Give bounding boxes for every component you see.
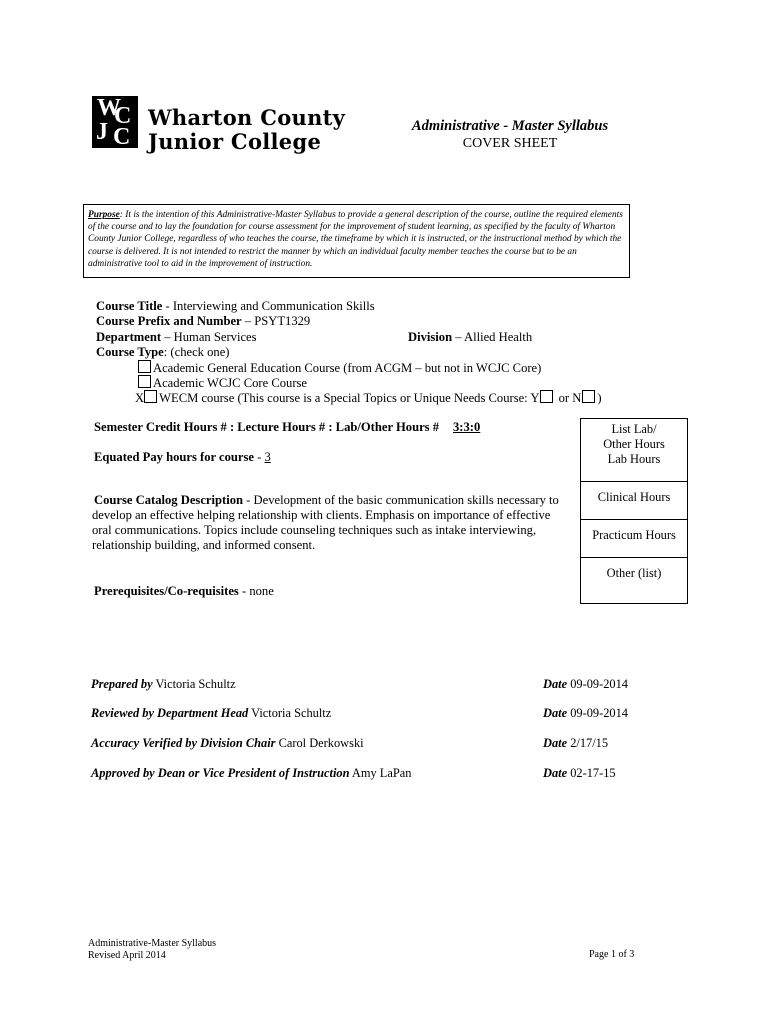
catalog-label: Course Catalog Description [94,493,244,507]
equated-pay-value: 3 [264,450,271,464]
logo-letter-j: J [96,119,108,145]
catalog-description [94,493,574,553]
course-prefix-row [96,314,310,329]
college-name-line2: Junior College [148,129,322,154]
signature-label: Accuracy Verified by Division Chair [91,736,276,750]
footer-line2: Revised April 2014 [88,949,166,961]
credit-hours-label: Semester Credit Hours # : Lecture Hours # : Lab/Other Hours # [94,420,440,434]
option-academic-core [138,375,307,391]
signature-reviewed [91,706,331,721]
signature-name: Victoria Schultz [152,677,236,691]
wecm-checked-mark: X [135,391,145,405]
course-prefix-label: Course Prefix and Number [96,314,242,328]
date-value: 02-17-15 [567,766,616,780]
purpose-text: : It is the intention of this Administrative-Master Syllabus to provide a general description of the course, outline the required elements of the course and to lay the foundation for course assessment for the improvement of student learning, as specified by the faculty of Wharton County Junior College, regardless of who teaches the course, the timeframe by which it is instructed, or the instructional method by which the course is delivered. It is not intended to restrict the manner by which an individual faculty member teaches the course but to be an administrative tool to aid in the improvement of instruction. [88,210,623,269]
prerequisites-row [94,584,274,599]
department-label: Department [96,330,162,344]
date-label: Date [543,677,568,691]
hours-box-practicum: Practicum Hours [592,528,676,542]
document-title [350,118,670,153]
title-main: Administrative - Master Syllabus [411,118,609,134]
checkbox-special-no[interactable] [582,390,595,403]
option-academic-general [138,360,541,376]
hours-box-clinical: Clinical Hours [597,490,671,504]
footer-left [88,938,216,961]
footer-line1: Administrative-Master Syllabus [88,938,217,949]
course-prefix-value: – PSYT1329 [241,314,311,328]
equated-pay-label: Equated Pay hours for course [94,450,254,464]
lab-hours-box [580,418,688,604]
division-row [408,330,532,345]
course-type-value: : (check one) [163,345,230,359]
date-label: Date [543,706,568,720]
hours-box-heading-line1: List Lab/ [611,422,657,436]
signature-name: Carol Derkowski [275,736,364,750]
checkbox-special-yes[interactable] [540,390,553,403]
course-title-value: - Interviewing and Communication Skills [162,299,375,313]
date-label: Date [543,736,568,750]
checkbox-academic-core[interactable] [138,375,151,388]
signature-label: Prepared by [91,677,153,691]
prerequisites-label: Prerequisites/Co-requisites [94,584,239,598]
equated-pay-row [94,450,271,465]
credit-hours-value: 3:3:0 [453,420,481,434]
catalog-line: oral communications. Topics include counseling techniques such as intake interviewing, [92,523,537,537]
catalog-line: - Development of the basic communication skills necessary to [243,493,559,507]
course-title-label: Course Title [96,299,163,313]
signature-label: Approved by Dean or Vice President of Instruction [91,766,350,780]
prerequisites-value: - none [238,584,274,598]
special-close-paren: ) [597,391,602,405]
hours-box-divider [581,481,687,482]
signature-prepared [91,677,236,692]
page-number: Page 1 of 3 [589,949,635,960]
signature-label: Reviewed by Department Head [91,706,249,720]
credit-hours-row [94,420,439,435]
hours-box-other: Other (list) [606,566,662,580]
equated-pay-sep: - [254,450,265,464]
date-value: 09-09-2014 [567,677,629,691]
title-sub: COVER SHEET [462,136,558,151]
hours-box-lab: Lab Hours [607,452,661,466]
date-value: 09-09-2014 [567,706,629,720]
catalog-line: develop an effective helping relationship with clients. Emphasis on importance of effective [92,508,551,522]
signature-reviewed-date [543,706,628,721]
signature-approved [91,766,411,781]
signature-prepared-date [543,677,628,692]
date-label: Date [543,766,568,780]
division-label: Division [408,330,453,344]
division-value: – Allied Health [452,330,533,344]
hours-box-divider [581,519,687,520]
department-value: – Human Services [161,330,257,344]
signature-verified [91,736,364,751]
logo-letter-w: W [97,95,121,121]
date-value: 2/17/15 [567,736,609,750]
checkbox-wecm[interactable] [144,390,157,403]
signature-name: Victoria Schultz [248,706,332,720]
hours-box-heading-line2: Other Hours [603,437,665,451]
college-logo-mark [92,96,138,148]
college-name-line1: Wharton County [148,105,346,130]
option-wecm [135,390,602,406]
logo-letter-c2: C [113,124,131,150]
special-or-n: or N [555,391,582,405]
signature-verified-date [543,736,608,751]
option-wecm-label: WECM course (This course is a Special Topics or Unique Needs Course: Y [159,391,540,405]
logo-letter-c1: C [114,103,132,129]
hours-box-divider [581,557,687,558]
college-name [148,106,345,154]
signature-name: Amy LaPan [349,766,412,780]
purpose-box [83,204,630,278]
catalog-line: relationship building, and informed consent. [92,538,316,552]
course-type-row [96,345,230,360]
course-title-row [96,299,375,314]
option-academic-general-label: Academic General Education Course (from ACGM – but not in WCJC Core) [153,361,542,375]
option-academic-core-label: Academic WCJC Core Course [153,376,308,390]
course-type-label: Course Type [96,345,164,359]
signature-approved-date [543,766,616,781]
department-row [96,330,257,345]
purpose-label: Purpose [88,210,120,220]
checkbox-academic-general[interactable] [138,360,151,373]
